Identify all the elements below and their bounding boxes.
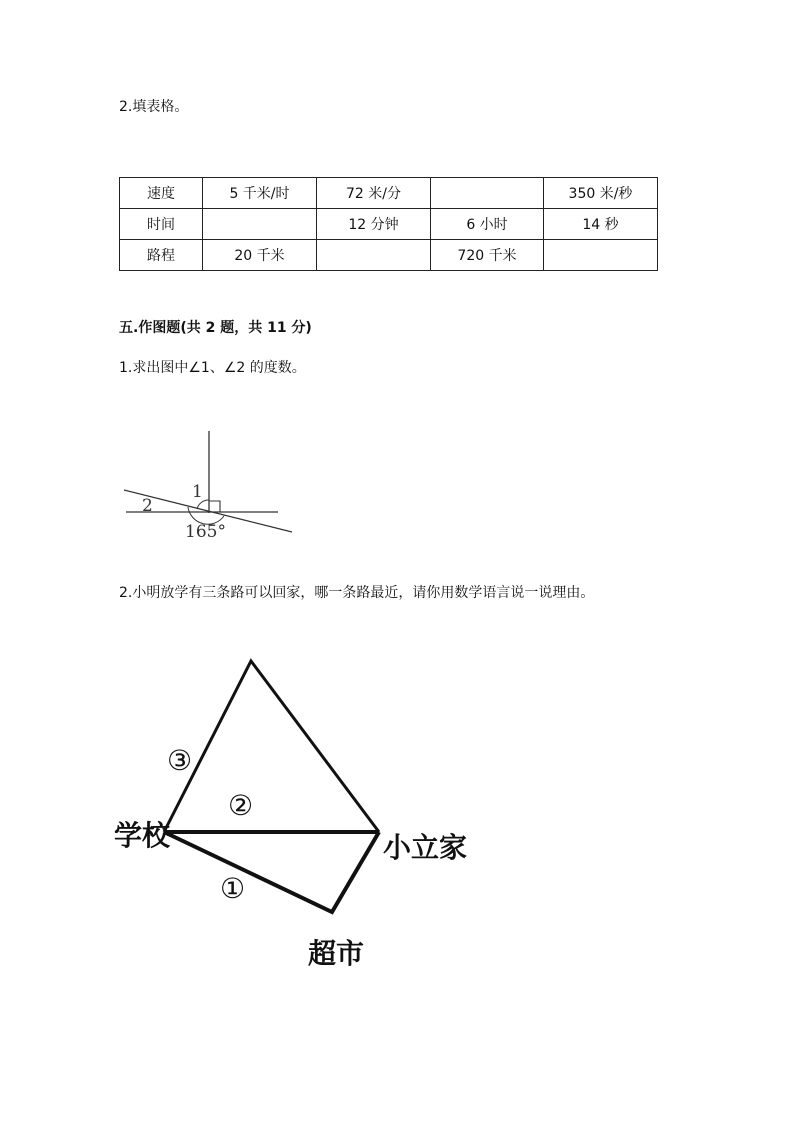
- route-map: [112, 655, 468, 975]
- route-1-path: [164, 832, 379, 912]
- table-cell-blank[interactable]: [544, 240, 658, 271]
- school-label: 学校: [114, 819, 171, 852]
- angle-diagram: [120, 428, 300, 540]
- table-cell: 5 千米/时: [203, 178, 317, 209]
- angle-1-label: 1: [192, 482, 203, 502]
- fill-table-prompt: 2.填表格。: [119, 99, 189, 115]
- route-2-label: ②: [228, 789, 254, 822]
- supermarket-label: 超市: [308, 937, 365, 970]
- route-1-label: ①: [220, 872, 246, 905]
- row-header-time: 时间: [120, 209, 203, 240]
- route-3-path: [164, 661, 379, 832]
- table-cell: 350 米/秒: [544, 178, 658, 209]
- table-cell: 20 千米: [203, 240, 317, 271]
- home-label: 小立家: [383, 831, 468, 864]
- table-cell: 12 分钟: [317, 209, 431, 240]
- routes-question-prompt: 2.小明放学有三条路可以回家，哪一条路最近，请你用数学语言说一说理由。: [119, 585, 595, 601]
- table-cell: 6 小时: [431, 209, 544, 240]
- table-row-time: [120, 209, 658, 240]
- angles-question-prompt: 1.求出图中∠1、∠2 的度数。: [119, 360, 306, 376]
- section-title: 五.作图题(共 2 题，共 11 分): [119, 320, 312, 336]
- table-cell-blank[interactable]: [317, 240, 431, 271]
- angle-165-label: 165°: [185, 522, 226, 542]
- table-row-distance: [120, 240, 658, 271]
- table-cell: 720 千米: [431, 240, 544, 271]
- row-header-speed: 速度: [120, 178, 203, 209]
- table-cell: 72 米/分: [317, 178, 431, 209]
- row-header-distance: 路程: [120, 240, 203, 271]
- table-cell: 14 秒: [544, 209, 658, 240]
- right-angle-mark: [209, 501, 220, 512]
- angle-2-label: 2: [142, 496, 153, 516]
- route-3-label: ③: [167, 744, 193, 777]
- speed-time-distance-table: [119, 177, 658, 271]
- table-row-speed: [120, 178, 658, 209]
- table-cell-blank[interactable]: [203, 209, 317, 240]
- table-cell-blank[interactable]: [431, 178, 544, 209]
